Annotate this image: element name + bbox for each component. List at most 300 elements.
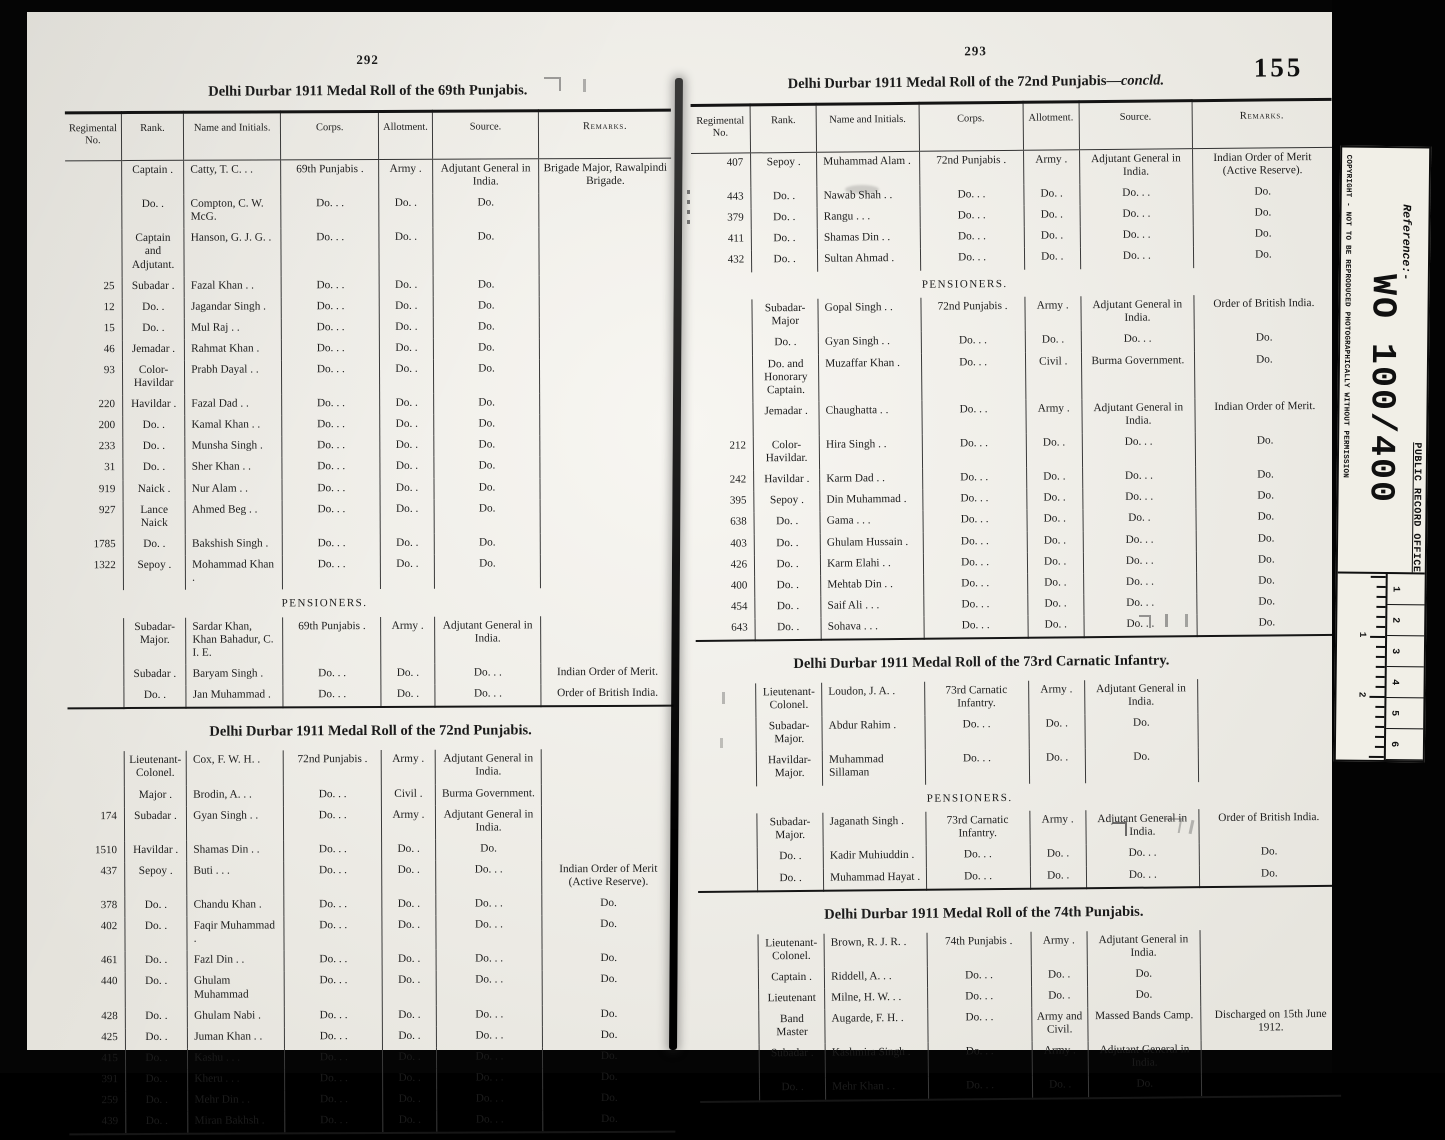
table-cell: Do. . bbox=[758, 868, 824, 891]
table-cell: Color-Havildar bbox=[122, 361, 185, 395]
table-cell bbox=[1200, 963, 1340, 985]
table-cell: Do. . bbox=[125, 1070, 187, 1091]
table-cell: Burma Government. bbox=[1081, 351, 1194, 399]
table-cell bbox=[1201, 1073, 1341, 1096]
table-row bbox=[69, 949, 675, 973]
table-cell: Do. . bbox=[123, 416, 185, 437]
table-cell bbox=[699, 1010, 759, 1045]
table-cell: Do. . . bbox=[1082, 432, 1195, 467]
table-cell: Sepoy . bbox=[125, 862, 188, 896]
table-cell: 400 bbox=[730, 579, 748, 592]
table-cell: Do. . . bbox=[282, 479, 380, 501]
ruler-tick bbox=[1375, 716, 1384, 718]
table-cell: Hira Singh . . bbox=[819, 435, 922, 470]
table-cell: Do. . bbox=[122, 195, 185, 229]
table-cell: Do. bbox=[1085, 713, 1198, 748]
ruler-cell: 3 bbox=[1387, 636, 1424, 667]
table-cell: Subadar-Major bbox=[752, 299, 818, 334]
table-cell: Do. bbox=[542, 894, 674, 916]
table-cell: Do. . . bbox=[434, 663, 541, 685]
table-cell: Do. bbox=[434, 499, 541, 534]
table-cell: Sher Khan . . bbox=[185, 458, 282, 480]
table-cell: Gopal Singh . . bbox=[818, 298, 921, 333]
table-cell bbox=[540, 338, 672, 360]
table-cell: Do. . . bbox=[283, 664, 381, 686]
table-cell bbox=[699, 989, 759, 1011]
table-row bbox=[66, 274, 672, 298]
table-cell: Do. . . bbox=[436, 950, 543, 972]
table-cell: Order of British India. bbox=[1194, 294, 1334, 330]
table-cell: Do. . bbox=[125, 1028, 187, 1049]
page-number: 292 bbox=[356, 51, 379, 68]
table-cell: Do. . bbox=[125, 917, 188, 951]
table-cell bbox=[1197, 678, 1337, 714]
table-cell: Adjutant General in India. bbox=[1085, 679, 1198, 714]
table-title: Delhi Durbar 1911 Medal Roll of the 74th Punjabis. bbox=[824, 903, 1144, 923]
folio-stamp: 155 bbox=[1253, 52, 1304, 83]
table-cell bbox=[700, 1045, 760, 1080]
table-cell: Do. bbox=[1193, 224, 1333, 246]
ruler-inch-label: 1 bbox=[1357, 631, 1369, 638]
table-cell: Do. . bbox=[1027, 573, 1084, 595]
table-cell: Kheru . . . bbox=[188, 1069, 285, 1091]
table-cell: Do. . . bbox=[435, 860, 542, 895]
table-cell: Do. . . bbox=[436, 1089, 543, 1111]
table-cell: Do. . . bbox=[281, 318, 379, 340]
table-cell: Do. . bbox=[126, 1112, 189, 1134]
table-cell: Order of British India. bbox=[541, 684, 673, 707]
table-cell: Do. . . bbox=[927, 1008, 1031, 1043]
table-cell: Do. . bbox=[125, 972, 188, 1006]
table-title: Delhi Durbar 1911 Medal Roll of the 69th Punjabis. bbox=[208, 82, 528, 100]
table-cell: Do. . bbox=[122, 298, 184, 319]
table-cell: 437 bbox=[100, 865, 118, 878]
table-cell: Do. . . bbox=[928, 1076, 1032, 1099]
table-cell: Do. . . bbox=[284, 1006, 382, 1028]
pencil-smudge bbox=[722, 692, 725, 704]
table-cell: Subadar . bbox=[124, 665, 186, 686]
table-cell: Gyan Singh . . bbox=[818, 332, 921, 354]
table-cell: Do. bbox=[1199, 842, 1339, 864]
table-cell: Lieutenant-Colonel. bbox=[124, 751, 187, 785]
table-cell: Do. . . bbox=[436, 915, 543, 950]
table-cell: 443 bbox=[727, 190, 744, 203]
table-cell: Sepoy . bbox=[751, 152, 817, 187]
table-cell: Indian Order of Merit. bbox=[541, 663, 673, 685]
pencil-smudge bbox=[720, 738, 723, 748]
table-cell: Lieutenant-Colonel. bbox=[758, 933, 824, 968]
ruler-cell: 4 bbox=[1386, 667, 1423, 698]
table-cell bbox=[67, 686, 123, 708]
table-cell: 242 bbox=[729, 473, 747, 486]
table-cell: 93 bbox=[103, 364, 115, 377]
table-cell: Do. . . bbox=[1080, 247, 1193, 269]
table-cell: Do. . bbox=[383, 1026, 436, 1047]
table-cell: Do. bbox=[1193, 182, 1333, 204]
table-cell: 72nd Punjabis . bbox=[283, 750, 381, 785]
table-cell bbox=[65, 229, 122, 277]
medal-roll-table bbox=[65, 109, 674, 710]
ink-smudge bbox=[845, 185, 879, 194]
ruler-cell: 1 bbox=[1387, 574, 1424, 605]
table-cell bbox=[540, 414, 672, 436]
column-header: Source. bbox=[432, 111, 539, 159]
table-cell: Do. . . bbox=[282, 534, 380, 556]
table-row bbox=[68, 804, 674, 841]
table-cell: Fazal Khan . . bbox=[184, 276, 281, 298]
table-cell: Do. . . bbox=[924, 616, 1028, 639]
table-cell: Lance Naick bbox=[123, 500, 186, 534]
table-cell: Army . bbox=[1025, 399, 1082, 434]
table-cell: Do. bbox=[543, 1004, 675, 1026]
header-row bbox=[691, 99, 1332, 153]
page-right bbox=[676, 12, 1332, 1094]
table-row bbox=[695, 613, 1336, 641]
table-cell: Adjutant General in India. bbox=[1082, 398, 1195, 433]
table-row bbox=[65, 227, 671, 277]
ruler-cell: 5 bbox=[1386, 698, 1423, 729]
table-cell: 73rd Carnatic Infantry. bbox=[926, 811, 1030, 846]
table-cell: Do. bbox=[434, 457, 541, 479]
table-cell: Do. . . bbox=[928, 1042, 1032, 1077]
table-cell: Do. . bbox=[1026, 510, 1083, 532]
table-cell: Gyan Singh . . bbox=[187, 806, 284, 841]
table-row bbox=[67, 498, 673, 535]
table-cell: Brigade Major, Rawalpindi Brigade. bbox=[539, 158, 671, 193]
table-cell: Do. . bbox=[751, 187, 817, 209]
table-cell: Do. . . bbox=[285, 1048, 383, 1070]
table-cell: Army . bbox=[1024, 297, 1081, 332]
table-title: Delhi Durbar 1911 Medal Roll of the 72nd Punjabis—concld. bbox=[787, 72, 1165, 93]
table-cell: Sohava . . . bbox=[821, 617, 924, 640]
table-cell: Nawab Shah . . bbox=[817, 186, 920, 208]
table-cell: Ghulam Hussain . bbox=[820, 532, 923, 554]
table-cell bbox=[540, 477, 672, 499]
table-cell: 440 bbox=[101, 975, 118, 988]
table-cell: Do. . . bbox=[920, 227, 1024, 249]
ruler-tick bbox=[1375, 706, 1384, 708]
table-cell: Army . bbox=[382, 805, 435, 839]
table-cell: Do. . bbox=[1026, 433, 1083, 468]
table-cell: 411 bbox=[727, 232, 745, 245]
table-cell: Jemadar . bbox=[753, 402, 819, 437]
table-cell: Do. . bbox=[383, 1005, 436, 1026]
table-cell: Adjutant General in India. bbox=[434, 616, 541, 664]
table-row bbox=[69, 1025, 675, 1049]
table-cell bbox=[65, 195, 121, 229]
table-cell: Do. bbox=[1199, 863, 1339, 886]
table-cell: Do. . . bbox=[285, 1111, 383, 1134]
table-cell: 73rd Carnatic Infantry. bbox=[924, 681, 1028, 716]
ruler-tick bbox=[1375, 736, 1384, 738]
table-cell: Do. bbox=[1195, 486, 1335, 508]
table-cell: Do. . bbox=[123, 458, 185, 479]
table-row bbox=[66, 359, 672, 396]
table-cell: Do. . bbox=[380, 318, 433, 339]
table-cell: Do. . . bbox=[923, 573, 1027, 595]
table-cell: Do. . . bbox=[923, 595, 1027, 617]
ruler-scale-ticks bbox=[1338, 574, 1386, 760]
table-cell: Do. bbox=[433, 296, 540, 318]
table-cell: Do. . . bbox=[281, 276, 379, 298]
table-cell: Do. . . bbox=[436, 971, 543, 1006]
table-cell: Mehr Din . . bbox=[188, 1090, 285, 1112]
column-header: Name and Initials. bbox=[184, 112, 281, 160]
table-cell: Civil . bbox=[382, 784, 435, 805]
table-cell: Do. bbox=[1087, 985, 1200, 1007]
table-cell: Mehr Khan . . bbox=[826, 1077, 929, 1100]
table-cell: Do. . bbox=[760, 1078, 826, 1101]
table-cell: Ghulam Muhammad bbox=[187, 972, 284, 1007]
table-cell: Karm Dad . . bbox=[820, 469, 923, 491]
medal-roll-block bbox=[68, 722, 676, 1136]
table-cell: Do. . bbox=[1083, 509, 1196, 531]
table-cell: Adjutant General in India. bbox=[1081, 295, 1194, 330]
column-header: Allotment. bbox=[379, 111, 433, 159]
table-cell: Do. . . bbox=[1083, 572, 1196, 594]
table-cell: Baryam Singh . bbox=[186, 665, 283, 687]
table-cell: Muhammad Sillaman bbox=[822, 750, 925, 785]
table-cell: 69th Punjabis . bbox=[283, 617, 381, 665]
table-cell: Do. . bbox=[757, 847, 823, 869]
table-cell: Muhammad Hayat . bbox=[824, 867, 927, 890]
table-cell: Captain . bbox=[121, 160, 184, 195]
table-cell: Do. . bbox=[752, 250, 818, 272]
table-cell: Do. bbox=[433, 393, 540, 415]
table-cell bbox=[1200, 928, 1340, 964]
table-cell: 174 bbox=[100, 809, 117, 822]
table-cell: 233 bbox=[98, 440, 116, 453]
table-cell: Color-Havildar. bbox=[753, 436, 819, 471]
table-cell: Do. . bbox=[1031, 986, 1088, 1008]
table-cell: Do. . bbox=[1025, 331, 1082, 353]
page-left-content bbox=[65, 51, 676, 1140]
table-row bbox=[67, 533, 673, 557]
table-cell: Do. . . bbox=[923, 552, 1027, 574]
ruler-tick bbox=[1371, 576, 1386, 578]
table-cell: Kadir Muhiuddin . bbox=[823, 846, 926, 868]
table-cell bbox=[540, 295, 672, 317]
ruler-inch-label: 2 bbox=[1356, 691, 1368, 698]
table-cell bbox=[693, 334, 753, 356]
table-cell: Subadar-Major. bbox=[757, 813, 823, 848]
table-cell: Massed Bands Camp. bbox=[1088, 1006, 1201, 1041]
table-cell: Do. . . bbox=[920, 185, 1024, 207]
table-row bbox=[66, 435, 672, 459]
table-cell: Mehtab Din . . bbox=[821, 574, 924, 596]
table-cell: Do. . . bbox=[925, 749, 1029, 784]
table-cell: Do. . . bbox=[284, 806, 382, 841]
table-cell: 379 bbox=[727, 211, 744, 224]
ruler-tick bbox=[1370, 636, 1385, 638]
header-row bbox=[65, 110, 671, 161]
table-cell: Do. . . bbox=[1084, 614, 1197, 637]
table-row bbox=[68, 838, 674, 862]
table-cell: Rangu . . . bbox=[817, 207, 920, 229]
table-row bbox=[698, 863, 1339, 891]
table-row bbox=[69, 1068, 675, 1092]
table-row bbox=[68, 915, 674, 952]
table-cell: 919 bbox=[98, 482, 116, 495]
table-cell: Brown, R. J. R. . bbox=[824, 932, 927, 967]
table-cell: Do. bbox=[433, 359, 540, 394]
medal-roll-block bbox=[65, 82, 674, 710]
table-cell: Do. bbox=[542, 949, 674, 971]
table-cell: Do. . bbox=[383, 971, 436, 1005]
table-cell: Army . bbox=[1031, 931, 1088, 966]
section-heading: PENSIONERS. bbox=[926, 791, 1013, 805]
table-cell: Sepoy . bbox=[754, 491, 820, 513]
table-cell: Do. . bbox=[125, 1006, 187, 1027]
table-cell: Do. . . bbox=[926, 866, 1030, 889]
table-cell bbox=[68, 786, 124, 807]
column-header: Source. bbox=[1079, 101, 1192, 150]
table-cell: Do. . bbox=[124, 686, 187, 708]
table-cell: Do. bbox=[433, 317, 540, 339]
pencil-smudge bbox=[1162, 818, 1183, 833]
table-cell: 1322 bbox=[93, 559, 116, 572]
table-cell: Do. . . bbox=[435, 685, 542, 708]
table-cell: Adjutant General in India. bbox=[1088, 1040, 1201, 1075]
table-cell: Army . bbox=[1029, 811, 1086, 846]
table-cell: Do. . . bbox=[282, 394, 380, 416]
office-name: PUBLIC RECORD OFFICE bbox=[1409, 442, 1423, 573]
table-cell: Do. bbox=[434, 478, 541, 500]
table-row bbox=[68, 783, 674, 807]
column-header: Regimental No. bbox=[65, 113, 122, 161]
column-header: Allotment. bbox=[1023, 102, 1080, 151]
table-cell: Do. bbox=[543, 1089, 675, 1111]
table-cell bbox=[697, 752, 757, 787]
table-cell: Do. bbox=[543, 1047, 675, 1069]
table-cell: Do. . bbox=[382, 950, 435, 971]
table-cell: 378 bbox=[100, 899, 118, 912]
table-cell: Do. bbox=[432, 193, 539, 228]
table-row bbox=[67, 616, 673, 666]
table-cell: Compton, C. W. McG. bbox=[184, 195, 281, 230]
table-cell: 72nd Punjabis . bbox=[919, 150, 1023, 186]
table-cell bbox=[1198, 746, 1338, 782]
table-cell: 259 bbox=[101, 1094, 119, 1107]
table-cell: Do. bbox=[1196, 507, 1336, 529]
table-cell: 927 bbox=[98, 503, 116, 516]
table-cell: Jagandar Singh . bbox=[184, 297, 281, 319]
table-cell: Do. . . bbox=[436, 1005, 543, 1027]
table-cell: Do. . . bbox=[920, 206, 1024, 228]
ruler-tick bbox=[1376, 606, 1385, 608]
table-cell: Kamal Khan . . bbox=[185, 416, 282, 438]
table-cell: 12 bbox=[103, 300, 115, 313]
table-cell: Do. . . bbox=[923, 531, 1027, 553]
table-cell: Abdur Rahim . bbox=[822, 716, 925, 751]
table-cell: Do. . bbox=[380, 457, 433, 478]
table-cell: Muhammad Alam . bbox=[817, 151, 920, 187]
medal-roll-table bbox=[691, 98, 1337, 642]
table-cell: 74th Punjabis . bbox=[927, 931, 1031, 966]
table-cell: Do. . . bbox=[285, 1090, 383, 1112]
ruler-cell: 2 bbox=[1387, 605, 1424, 636]
ruler-tick bbox=[1376, 616, 1385, 618]
ruler-tick bbox=[1376, 666, 1385, 668]
table-cell: Brodin, A. . . bbox=[187, 785, 284, 807]
table-cell: Do. . bbox=[379, 228, 433, 276]
table-cell: Do. . bbox=[1024, 227, 1081, 249]
table-cell: Jaganath Singh . bbox=[823, 812, 926, 847]
column-header: Corps. bbox=[919, 102, 1023, 151]
table-row bbox=[69, 1047, 675, 1071]
table-cell bbox=[539, 193, 671, 228]
table-cell: Gama . . . bbox=[820, 511, 923, 533]
copyright-notice: COPYRIGHT - NOT TO BE REPRODUCED PHOTOGRAPHICALLY WITHOUT PERMISSION bbox=[1340, 154, 1353, 479]
table-cell: Do. . . bbox=[436, 1026, 543, 1048]
table-cell: Major . bbox=[124, 785, 186, 806]
ruler bbox=[1336, 572, 1425, 761]
table-cell: Karm Elahi . . bbox=[821, 553, 924, 575]
table-cell: Do. bbox=[1196, 571, 1336, 593]
ruler-tick bbox=[1376, 676, 1385, 678]
table-cell: Do. bbox=[433, 415, 540, 437]
table-cell: Do. . bbox=[379, 275, 432, 296]
table-cell: Do. . bbox=[1027, 615, 1084, 638]
table-row bbox=[700, 1073, 1341, 1101]
page-left bbox=[27, 12, 676, 1128]
table-cell: Lieutenant-Colonel. bbox=[756, 683, 822, 718]
table-cell: Indian Order of Merit. bbox=[1195, 397, 1335, 433]
table-cell: Do. . bbox=[380, 360, 433, 394]
table-cell: Do. . . bbox=[922, 400, 1026, 435]
table-cell: Do. . bbox=[752, 333, 818, 355]
table-cell: Adjutant General in India. bbox=[1087, 930, 1200, 965]
table-cell: Adjutant General in India. bbox=[432, 159, 539, 194]
table-cell: Do. bbox=[543, 1068, 675, 1090]
table-cell: Havildar . bbox=[122, 395, 184, 416]
table-cell: Do. . . bbox=[284, 916, 382, 951]
table-cell: Army . bbox=[1023, 150, 1080, 185]
table-cell: Nur Alam . . bbox=[185, 479, 282, 501]
medal-roll-block bbox=[690, 71, 1336, 642]
table-cell: Do. . . bbox=[284, 840, 382, 862]
table-cell: Do. bbox=[433, 275, 540, 297]
table-cell: Prabh Dayal . . bbox=[185, 360, 282, 395]
table-cell: 407 bbox=[726, 156, 744, 169]
medal-roll-block bbox=[698, 901, 1341, 1102]
table-cell: 46 bbox=[103, 343, 115, 356]
table-cell: Do. . . bbox=[284, 950, 382, 972]
table-cell: Do. . . bbox=[285, 1069, 383, 1091]
table-cell: Subadar . bbox=[122, 276, 184, 297]
table-cell: Do. bbox=[542, 970, 674, 1005]
table-cell: 395 bbox=[729, 494, 747, 507]
table-cell: Chaughatta . . bbox=[819, 401, 922, 436]
table-cell: Mohammad Khan . bbox=[186, 555, 283, 590]
table-cell: Miran Bakhsh . bbox=[188, 1112, 285, 1135]
table-cell: Do. . . bbox=[436, 1047, 543, 1069]
column-header: Regimental No. bbox=[691, 105, 751, 154]
table-cell: Do. . bbox=[383, 1069, 436, 1090]
table-cell: Kashu . . . bbox=[188, 1048, 285, 1070]
table-cell: Do. . bbox=[1024, 206, 1081, 228]
table-cell bbox=[542, 749, 674, 784]
table-cell: Kashmira Singh . bbox=[825, 1043, 928, 1078]
table-cell: Mul Raj . . bbox=[185, 318, 282, 340]
ruler-tick bbox=[1376, 656, 1385, 658]
table-cell bbox=[65, 161, 121, 196]
table-cell: Do. . bbox=[1032, 1076, 1089, 1099]
ruler-tick bbox=[1377, 596, 1386, 598]
section-heading: PENSIONERS. bbox=[921, 277, 1008, 291]
table-cell: Jemadar . bbox=[122, 340, 184, 361]
table-cell: Do. . . bbox=[282, 457, 380, 479]
